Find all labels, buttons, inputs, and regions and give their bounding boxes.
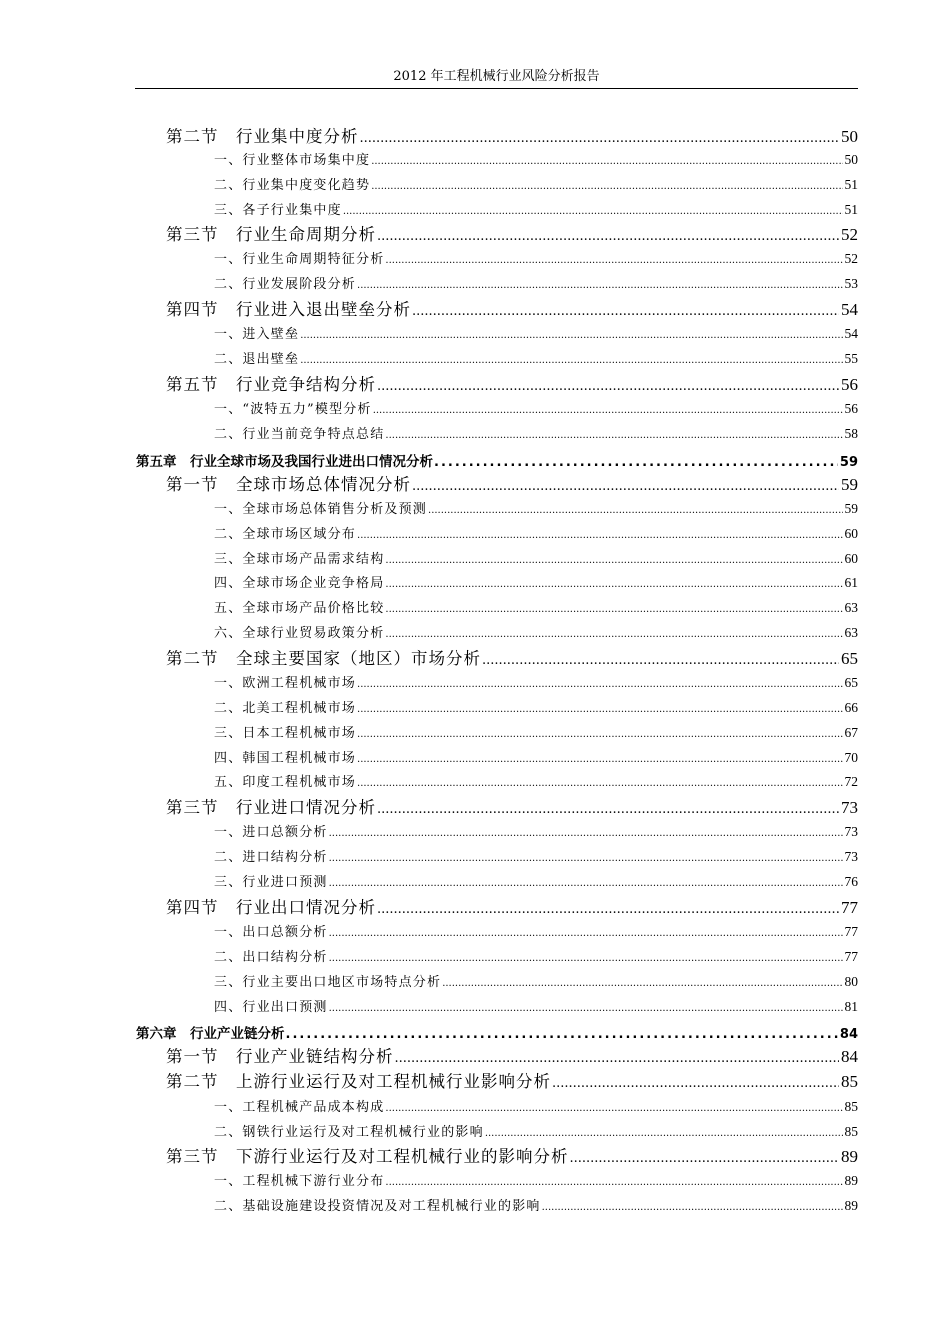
toc-page-number: 73 bbox=[844, 849, 858, 864]
toc-item-entry[interactable] bbox=[214, 698, 858, 716]
toc-entry-label: 一、“波特五力”模型分析 bbox=[214, 402, 372, 417]
toc-item-entry[interactable] bbox=[214, 673, 858, 691]
toc-dot-leader bbox=[385, 255, 842, 267]
toc-page-number: 81 bbox=[844, 999, 858, 1014]
toc-entry-label: 第五节 行业竞争结构分析 bbox=[166, 375, 376, 394]
toc-page-number: 77 bbox=[841, 898, 858, 917]
toc-item-entry[interactable] bbox=[214, 1122, 858, 1140]
toc-dot-leader bbox=[412, 304, 839, 320]
toc-page-number: 60 bbox=[844, 551, 858, 566]
header-rule bbox=[135, 88, 858, 89]
toc-page-number: 59 bbox=[841, 475, 858, 494]
toc-item-entry[interactable] bbox=[214, 324, 858, 342]
toc-page-number: 84 bbox=[841, 1047, 858, 1066]
toc-item-entry[interactable] bbox=[214, 200, 858, 218]
toc-entry-label: 二、全球市场区域分布 bbox=[214, 527, 357, 542]
toc-entry-label: 二、出口结构分析 bbox=[214, 950, 328, 965]
toc-dot-leader bbox=[385, 1103, 842, 1115]
toc-item-entry[interactable] bbox=[214, 399, 858, 417]
toc-section-entry[interactable] bbox=[166, 123, 858, 147]
toc-entry-label: 一、行业整体市场集中度 bbox=[214, 153, 371, 168]
toc-entry-label: 三、各子行业集中度 bbox=[214, 203, 342, 218]
toc-dot-leader bbox=[395, 1051, 840, 1067]
toc-item-entry[interactable] bbox=[214, 524, 858, 542]
toc-item-entry[interactable] bbox=[214, 274, 858, 292]
toc-entry-label: 三、全球市场产品需求结构 bbox=[214, 552, 385, 567]
toc-dot-leader bbox=[357, 704, 842, 716]
toc-entry-label: 六、全球行业贸易政策分析 bbox=[214, 626, 385, 641]
toc-item-entry[interactable] bbox=[214, 598, 858, 616]
toc-item-entry[interactable] bbox=[214, 549, 858, 567]
toc-item-entry[interactable] bbox=[214, 847, 858, 865]
toc-item-entry[interactable] bbox=[214, 972, 858, 990]
toc-dot-leader bbox=[357, 679, 842, 691]
toc-entry-label: 第三节 行业进口情况分析 bbox=[166, 798, 376, 817]
toc-page-number: 73 bbox=[844, 824, 858, 839]
toc-dot-leader bbox=[357, 280, 842, 292]
toc-section-entry[interactable] bbox=[166, 1068, 858, 1092]
toc-dot-leader bbox=[373, 405, 843, 417]
toc-item-entry[interactable] bbox=[214, 1097, 858, 1115]
toc-entry-label: 第四节 行业进入退出壁垒分析 bbox=[166, 300, 411, 319]
toc-item-entry[interactable] bbox=[214, 723, 858, 741]
toc-dot-leader bbox=[371, 181, 842, 193]
toc-section-entry[interactable] bbox=[166, 296, 858, 320]
toc-dot-leader bbox=[434, 455, 838, 470]
toc-entry-label: 第四节 行业出口情况分析 bbox=[166, 898, 376, 917]
toc-entry-label: 第一节 全球市场总体情况分析 bbox=[166, 475, 411, 494]
toc-chapter-entry[interactable] bbox=[136, 450, 858, 470]
toc-page-number: 56 bbox=[841, 375, 858, 394]
toc-entry-label: 二、行业当前竞争特点总结 bbox=[214, 427, 385, 442]
toc-dot-leader bbox=[552, 1076, 839, 1092]
toc-chapter-entry[interactable] bbox=[136, 1022, 858, 1042]
toc-entry-label: 一、欧洲工程机械市场 bbox=[214, 676, 357, 691]
toc-section-entry[interactable] bbox=[166, 471, 858, 495]
toc-item-entry[interactable] bbox=[214, 175, 858, 193]
toc-section-entry[interactable] bbox=[166, 371, 858, 395]
toc-dot-leader bbox=[360, 131, 840, 147]
toc-dot-leader bbox=[329, 853, 843, 865]
toc-entry-label: 二、行业发展阶段分析 bbox=[214, 277, 357, 292]
toc-item-entry[interactable] bbox=[214, 573, 858, 591]
toc-item-entry[interactable] bbox=[214, 424, 858, 442]
toc-entry-label: 三、行业进口预测 bbox=[214, 875, 328, 890]
toc-entry-label: 二、退出壁垒 bbox=[214, 352, 300, 367]
toc-page-number: 58 bbox=[844, 426, 858, 441]
toc-item-entry[interactable] bbox=[214, 249, 858, 267]
toc-item-entry[interactable] bbox=[214, 150, 858, 168]
toc-entry-label: 二、基础设施建设投资情况及对工程机械行业的影响 bbox=[214, 1199, 541, 1214]
toc-page-number: 89 bbox=[844, 1198, 858, 1213]
toc-entry-label: 第一节 行业产业链结构分析 bbox=[166, 1047, 394, 1066]
toc-dot-leader bbox=[329, 828, 843, 840]
toc-dot-leader bbox=[542, 1202, 843, 1214]
toc-dot-leader bbox=[385, 1177, 842, 1189]
toc-item-entry[interactable] bbox=[214, 947, 858, 965]
toc-dot-leader bbox=[286, 1027, 838, 1042]
toc-dot-leader bbox=[570, 1151, 840, 1167]
toc-item-entry[interactable] bbox=[214, 1171, 858, 1189]
toc-entry-label: 第五章 行业全球市场及我国行业进出口情况分析 bbox=[136, 454, 433, 470]
toc-page-number: 60 bbox=[844, 526, 858, 541]
toc-page-number: 55 bbox=[844, 351, 858, 366]
toc-entry-label: 一、全球市场总体销售分析及预测 bbox=[214, 502, 428, 517]
toc-page-number: 85 bbox=[841, 1072, 858, 1091]
toc-section-entry[interactable] bbox=[166, 1043, 858, 1067]
toc-section-entry[interactable] bbox=[166, 645, 858, 669]
toc-entry-label: 一、工程机械产品成本构成 bbox=[214, 1100, 385, 1115]
toc-page-number: 89 bbox=[841, 1147, 858, 1166]
toc-section-entry[interactable] bbox=[166, 1143, 858, 1167]
toc-dot-leader bbox=[482, 653, 839, 669]
toc-item-entry[interactable] bbox=[214, 499, 858, 517]
toc-dot-leader bbox=[357, 778, 842, 790]
toc-dot-leader bbox=[385, 555, 842, 567]
toc-page-number: 66 bbox=[844, 700, 858, 715]
toc-dot-leader bbox=[442, 978, 842, 990]
toc-dot-leader bbox=[385, 430, 842, 442]
toc-dot-leader bbox=[385, 604, 842, 616]
toc-dot-leader bbox=[377, 802, 839, 818]
toc-page-number: 61 bbox=[844, 575, 858, 590]
toc-page-number: 80 bbox=[844, 974, 858, 989]
toc-page-number: 77 bbox=[844, 949, 858, 964]
toc-dot-leader bbox=[385, 629, 842, 641]
toc-entry-label: 四、行业出口预测 bbox=[214, 1000, 328, 1015]
toc-item-entry[interactable] bbox=[214, 822, 858, 840]
toc-entry-label: 二、行业集中度变化趋势 bbox=[214, 178, 371, 193]
toc-page-number: 77 bbox=[844, 924, 858, 939]
toc-entry-label: 五、印度工程机械市场 bbox=[214, 775, 357, 790]
toc-page-number: 89 bbox=[844, 1173, 858, 1188]
toc-item-entry[interactable] bbox=[214, 623, 858, 641]
toc-entry-label: 第二节 全球主要国家（地区）市场分析 bbox=[166, 649, 481, 668]
toc-page-number: 51 bbox=[844, 177, 858, 192]
toc-page-number: 63 bbox=[844, 600, 858, 615]
toc-page-number: 51 bbox=[844, 202, 858, 217]
toc-dot-leader bbox=[329, 878, 843, 890]
toc-page-number: 73 bbox=[841, 798, 858, 817]
toc-dot-leader bbox=[329, 953, 843, 965]
toc-entry-label: 第二节 行业集中度分析 bbox=[166, 127, 359, 146]
toc-item-entry[interactable] bbox=[214, 997, 858, 1015]
toc-section-entry[interactable] bbox=[166, 894, 858, 918]
toc-item-entry[interactable] bbox=[214, 1196, 858, 1214]
toc-entry-label: 五、全球市场产品价格比较 bbox=[214, 601, 385, 616]
toc-dot-leader bbox=[329, 928, 843, 940]
toc-page-number: 52 bbox=[841, 225, 858, 244]
running-header-title: 2012 年工程机械行业风险分析报告 bbox=[393, 69, 600, 84]
toc-page-number: 67 bbox=[844, 725, 858, 740]
toc-dot-leader bbox=[377, 902, 839, 918]
toc-entry-label: 一、工程机械下游行业分布 bbox=[214, 1174, 385, 1189]
toc-dot-leader bbox=[377, 379, 839, 395]
toc-entry-label: 二、北美工程机械市场 bbox=[214, 701, 357, 716]
toc-page-number: 50 bbox=[844, 152, 858, 167]
toc-dot-leader bbox=[371, 156, 842, 168]
toc-page-number: 70 bbox=[844, 750, 858, 765]
toc-page-number: 65 bbox=[844, 675, 858, 690]
toc-dot-leader bbox=[357, 729, 842, 741]
toc-entry-label: 三、行业主要出口地区市场特点分析 bbox=[214, 975, 442, 990]
toc-dot-leader bbox=[343, 206, 843, 218]
toc-item-entry[interactable] bbox=[214, 872, 858, 890]
toc-dot-leader bbox=[357, 530, 842, 542]
toc-dot-leader bbox=[385, 579, 842, 591]
toc-entry-label: 第二节 上游行业运行及对工程机械行业影响分析 bbox=[166, 1072, 551, 1091]
toc-entry-label: 一、进入壁垒 bbox=[214, 327, 300, 342]
toc-entry-label: 二、钢铁行业运行及对工程机械行业的影响 bbox=[214, 1125, 484, 1140]
toc-dot-leader bbox=[329, 1003, 843, 1015]
toc-item-entry[interactable] bbox=[214, 748, 858, 766]
toc-page-number: 50 bbox=[841, 127, 858, 146]
toc-page-number: 53 bbox=[844, 276, 858, 291]
toc-entry-label: 一、行业生命周期特征分析 bbox=[214, 252, 385, 267]
toc-page-number: 84 bbox=[839, 1027, 858, 1042]
toc-page-number: 52 bbox=[844, 251, 858, 266]
toc-dot-leader bbox=[485, 1128, 843, 1140]
toc-page-number: 59 bbox=[844, 501, 858, 516]
toc-dot-leader bbox=[357, 754, 842, 766]
toc-entry-label: 三、日本工程机械市场 bbox=[214, 726, 357, 741]
toc-page-number: 59 bbox=[839, 455, 858, 470]
toc-entry-label: 一、进口总额分析 bbox=[214, 825, 328, 840]
toc-page-number: 54 bbox=[844, 326, 858, 341]
toc-item-entry[interactable] bbox=[214, 772, 858, 790]
toc-dot-leader bbox=[428, 505, 842, 517]
toc-item-entry[interactable] bbox=[214, 349, 858, 367]
toc-page-number: 54 bbox=[841, 300, 858, 319]
toc-section-entry[interactable] bbox=[166, 221, 858, 245]
toc-page-number: 63 bbox=[844, 625, 858, 640]
toc-page-number: 85 bbox=[844, 1124, 858, 1139]
toc-entry-label: 二、进口结构分析 bbox=[214, 850, 328, 865]
toc-section-entry[interactable] bbox=[166, 794, 858, 818]
toc-page-number: 72 bbox=[844, 774, 858, 789]
toc-entry-label: 第三节 行业生命周期分析 bbox=[166, 225, 376, 244]
toc-item-entry[interactable] bbox=[214, 922, 858, 940]
toc-entry-label: 第三节 下游行业运行及对工程机械行业的影响分析 bbox=[166, 1147, 569, 1166]
toc-dot-leader bbox=[412, 479, 839, 495]
toc-page-number: 56 bbox=[844, 401, 858, 416]
toc-page-number: 65 bbox=[841, 649, 858, 668]
toc-entry-label: 四、全球市场企业竞争格局 bbox=[214, 576, 385, 591]
toc-page-number: 76 bbox=[844, 874, 858, 889]
toc-entry-label: 一、出口总额分析 bbox=[214, 925, 328, 940]
toc-page-number: 85 bbox=[844, 1099, 858, 1114]
toc-dot-leader bbox=[300, 330, 842, 342]
toc-entry-label: 第六章 行业产业链分析 bbox=[136, 1026, 285, 1042]
toc-dot-leader bbox=[300, 355, 842, 367]
toc-dot-leader bbox=[377, 229, 839, 245]
toc-entry-label: 四、韩国工程机械市场 bbox=[214, 751, 357, 766]
